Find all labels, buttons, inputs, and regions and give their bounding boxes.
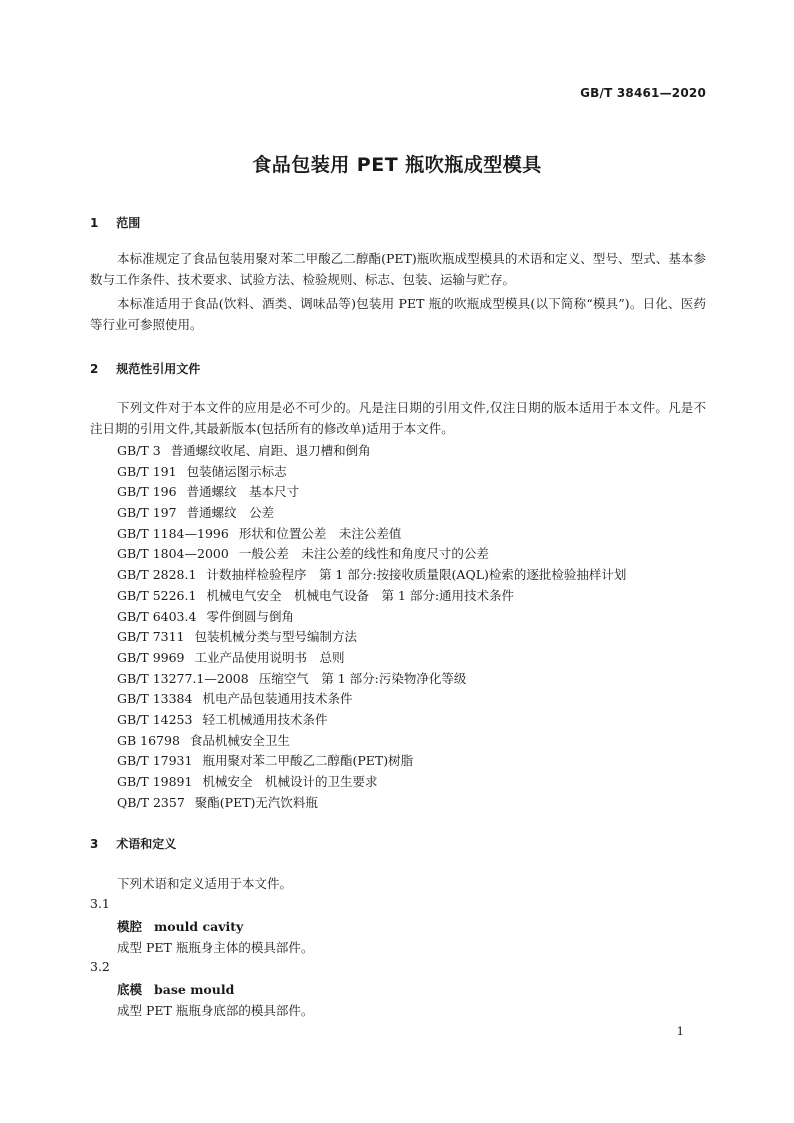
reference-item bbox=[117, 607, 626, 628]
reference-item bbox=[117, 772, 626, 793]
term-number: 3.2 bbox=[90, 959, 110, 974]
reference-name: 工业产品使用说明书 总则 bbox=[194, 649, 345, 665]
reference-item bbox=[117, 793, 626, 814]
reference-item bbox=[117, 524, 626, 545]
section-title: 范围 bbox=[116, 216, 141, 230]
reference-code: QB/T 2357 bbox=[117, 794, 185, 810]
reference-item bbox=[117, 689, 626, 710]
section-heading-normative-refs bbox=[90, 360, 200, 377]
reference-code: GB/T 2828.1 bbox=[117, 567, 197, 583]
section-heading-scope bbox=[90, 214, 140, 231]
reference-item bbox=[117, 503, 626, 524]
term-definition: 成型 PET 瓶瓶身底部的模具部件。 bbox=[117, 1003, 314, 1018]
reference-code: GB/T 1184—1996 bbox=[117, 525, 229, 541]
reference-code: GB/T 6403.4 bbox=[117, 608, 197, 624]
term-chinese: 模腔 bbox=[117, 919, 143, 934]
term-english: mould cavity bbox=[154, 919, 244, 934]
reference-name: 瓶用聚对苯二甲酸乙二醇酯(PET)树脂 bbox=[202, 753, 414, 769]
reference-name: 普通螺纹收尾、肩距、退刀槽和倒角 bbox=[170, 443, 371, 458]
reference-code: GB/T 197 bbox=[117, 505, 177, 521]
section-number: 2 bbox=[90, 362, 99, 376]
reference-code: GB/T 7311 bbox=[117, 629, 185, 645]
reference-item bbox=[117, 627, 626, 648]
reference-name: 普通螺纹 基本尺寸 bbox=[186, 484, 300, 500]
reference-code: GB/T 19891 bbox=[117, 774, 193, 789]
reference-item bbox=[117, 482, 626, 503]
reference-code: GB/T 196 bbox=[117, 484, 177, 500]
reference-code: GB 16798 bbox=[117, 732, 180, 748]
reference-code: GB/T 17931 bbox=[117, 753, 193, 769]
reference-item bbox=[117, 648, 626, 669]
term-english: base mould bbox=[154, 982, 235, 997]
reference-code: GB/T 191 bbox=[117, 463, 177, 479]
reference-list bbox=[117, 441, 626, 813]
reference-code: GB/T 9969 bbox=[117, 649, 185, 665]
section-title: 规范性引用文件 bbox=[116, 362, 201, 376]
reference-item bbox=[117, 586, 626, 607]
reference-item bbox=[117, 544, 626, 565]
reference-name: 轻工机械通用技术条件 bbox=[202, 711, 328, 727]
reference-item bbox=[117, 441, 626, 462]
reference-name: 包装储运图示标志 bbox=[186, 463, 287, 479]
reference-name: 机电产品包装通用技术条件 bbox=[202, 691, 353, 707]
section-heading-terms bbox=[90, 835, 176, 852]
reference-item bbox=[117, 565, 626, 586]
reference-code: GB/T 1804—2000 bbox=[117, 546, 229, 562]
scope-paragraph-2: 本标准适用于食品(饮料、酒类、调味品等)包装用 PET 瓶的吹瓶成型模具(以下简称“模具”)。日化、医药等行业可参照使用。 bbox=[90, 296, 706, 332]
reference-code: GB/T 13277.1—2008 bbox=[117, 670, 249, 686]
reference-name: 计数抽样检验程序 第 1 部分:按接收质量限(AQL)检索的逐批检验抽样计划 bbox=[206, 567, 627, 583]
section-number: 3 bbox=[90, 837, 99, 851]
reference-name: 压缩空气 第 1 部分:污染物净化等级 bbox=[258, 670, 467, 686]
reference-name: 聚酯(PET)无汽饮料瓶 bbox=[194, 794, 318, 810]
terms-intro: 下列术语和定义适用于本文件。 bbox=[117, 876, 293, 891]
term-heading bbox=[117, 980, 234, 998]
reference-name: 零件倒圆与倒角 bbox=[206, 608, 294, 624]
section-number: 1 bbox=[90, 216, 99, 230]
reference-code: GB/T 5226.1 bbox=[117, 587, 197, 603]
term-chinese: 底模 bbox=[117, 982, 143, 997]
section-title: 术语和定义 bbox=[116, 837, 177, 851]
reference-code: GB/T 3 bbox=[117, 443, 161, 458]
term-number: 3.1 bbox=[90, 896, 110, 911]
reference-code: GB/T 14253 bbox=[117, 711, 193, 727]
reference-item bbox=[117, 751, 626, 772]
reference-item bbox=[117, 462, 626, 483]
term-definition: 成型 PET 瓶瓶身主体的模具部件。 bbox=[117, 940, 314, 955]
reference-name: 普通螺纹 公差 bbox=[186, 505, 275, 521]
reference-item bbox=[117, 710, 626, 731]
reference-name: 一般公差 未注公差的线性和角度尺寸的公差 bbox=[238, 546, 489, 562]
standard-code: GB/T 38461—2020 bbox=[580, 86, 706, 100]
reference-name: 包装机械分类与型号编制方法 bbox=[194, 629, 358, 645]
reference-name: 食品机械安全卫生 bbox=[189, 732, 290, 748]
reference-name: 机械电气安全 机械电气设备 第 1 部分:通用技术条件 bbox=[206, 587, 515, 603]
reference-code: GB/T 13384 bbox=[117, 691, 193, 707]
document-title: 食品包装用 PET 瓶吹瓶成型模具 bbox=[252, 154, 542, 176]
normative-refs-intro: 下列文件对于本文件的应用是必不可少的。凡是注日期的引用文件,仅注日期的版本适用于本文件。凡是不注日期的引用文件,其最新版本(包括所有的修改单)适用于本文件。 bbox=[90, 400, 706, 436]
reference-name: 形状和位置公差 未注公差值 bbox=[238, 525, 402, 541]
page-number: 1 bbox=[676, 1024, 684, 1038]
term-heading bbox=[117, 917, 243, 935]
reference-name: 机械安全 机械设计的卫生要求 bbox=[202, 774, 378, 789]
scope-paragraph-1: 本标准规定了食品包装用聚对苯二甲酸乙二醇酯(PET)瓶吹瓶成型模具的术语和定义、型号、型式、基本参数与工作条件、技术要求、试验方法、检验规则、标志、包装、运输与贮存。 bbox=[90, 251, 706, 287]
reference-item bbox=[117, 731, 626, 752]
reference-item bbox=[117, 669, 626, 690]
